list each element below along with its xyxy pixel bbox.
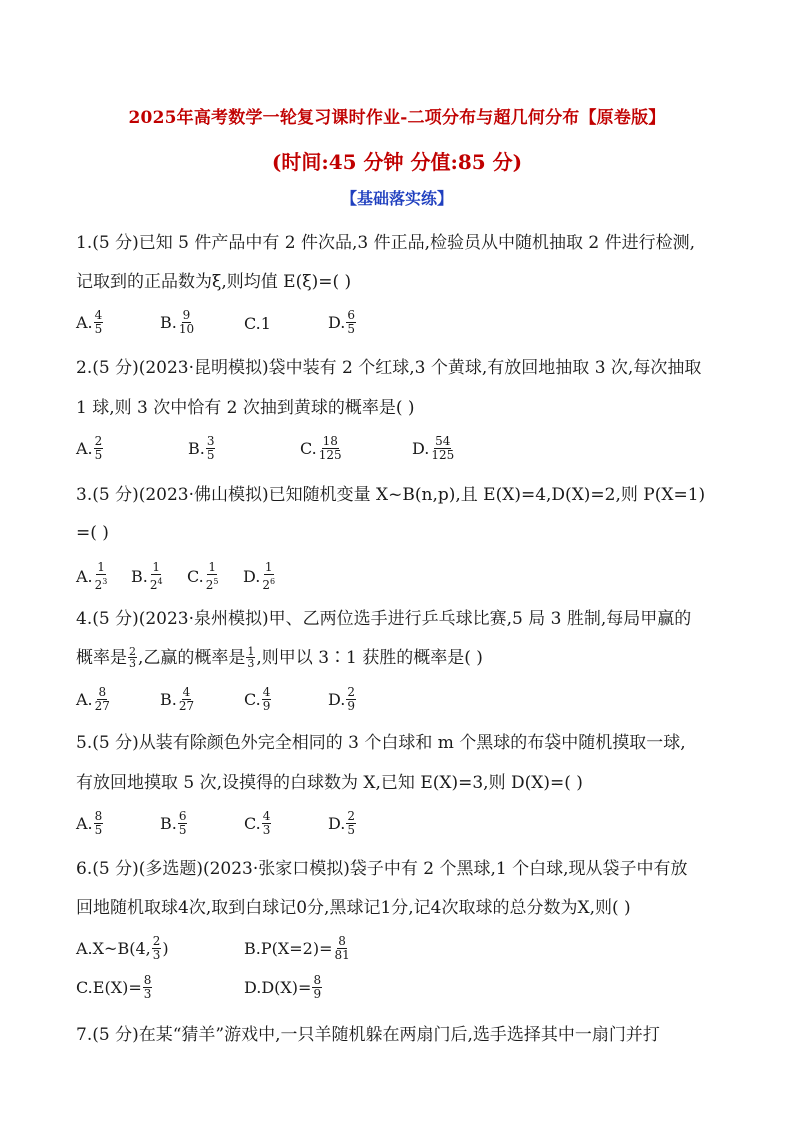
- q3-line-2: =( ): [76, 523, 109, 543]
- q1-option-b: B. $\frac{9}{10}$: [160, 308, 195, 336]
- q6-line-1: 6.(5 分)(多选题)(2023·张家口模拟)袋子中有 2 个黑球,1 个白球,现从袋子中有放: [76, 859, 688, 879]
- q1-option-a: A. $\frac{4}{5}$: [76, 308, 103, 336]
- q1-line-2: 记取到的正品数为ξ,则均值 E(ξ)=( ): [76, 272, 352, 292]
- q1-line-1: 1.(5 分)已知 5 件产品中有 2 件次品,3 件正品,检验员从中随机抽取 2 件进行检测,: [76, 233, 696, 253]
- q5-option-d: D. $\frac{2}{5}$: [328, 809, 355, 837]
- q4-option-d: D. $\frac{2}{9}$: [328, 685, 355, 713]
- q3-line-1: 3.(5 分)(2023·佛山模拟)已知随机变量 X~B(n,p),且 E(X)=4,D(X)=2,则 P(X=1): [76, 485, 706, 505]
- document-title: 2025年高考数学一轮复习课时作业-二项分布与超几何分布【原卷版】: [128, 108, 666, 128]
- q2-option-d: D. $\frac{54}{125}$: [412, 434, 455, 462]
- q4-line-1: 4.(5 分)(2023·泉州模拟)甲、乙两位选手进行乒乓球比赛,5 局 3 胜制,每局甲赢的: [76, 609, 692, 629]
- q2-option-c: C. $\frac{18}{125}$: [300, 434, 342, 462]
- q6-option-c: C. E(X)= $\frac{8}{3}$: [76, 973, 152, 1001]
- q4-option-a: A. $\frac{8}{27}$: [76, 685, 110, 713]
- q4-option-b: B. $\frac{4}{27}$: [160, 685, 195, 713]
- q3-option-b: B. $\frac{1}{2^4}$: [131, 560, 163, 592]
- q1-option-d: D. $\frac{6}{5}$: [328, 308, 355, 336]
- q1-option-c: C. 1: [244, 314, 271, 333]
- q6-line-2: 回地随机取球4次,取到白球记0分,黑球记1分,记4次取球的总分数为X,则( ): [76, 898, 631, 918]
- q7-line-1: 7.(5 分)在某“猜羊”游戏中,一只羊随机躲在两扇门后,选手选择其中一扇门并打: [76, 1025, 660, 1045]
- q5-option-b: B. $\frac{6}{5}$: [160, 809, 187, 837]
- q3-option-a: A. $\frac{1}{2^3}$: [76, 560, 108, 592]
- q4-line-2: 概率是 $\frac{2}{3}$ ,乙赢的概率是 $\frac{1}{3}$ ,则甲以 3∶1 获胜的概率是( ): [76, 645, 483, 670]
- q5-line-1: 5.(5 分)从装有除颜色外完全相同的 3 个白球和 m 个黑球的布袋中随机摸取一球,: [76, 733, 686, 753]
- q3-option-c: C. $\frac{1}{2^5}$: [187, 560, 219, 592]
- q5-line-2: 有放回地摸取 5 次,设摸得的白球数为 X,已知 E(X)=3,则 D(X)=( ): [76, 773, 583, 793]
- q2-line-1: 2.(5 分)(2023·昆明模拟)袋中装有 2 个红球,3 个黄球,有放回地抽取 3 次,每次抽取: [76, 358, 702, 378]
- time-score-line: (时间:45 分钟 分值:85 分): [271, 150, 523, 174]
- q6-option-d: D. D(X)= $\frac{8}{9}$: [244, 973, 322, 1001]
- q2-option-a: A. $\frac{2}{5}$: [76, 434, 103, 462]
- q5-option-c: C. $\frac{4}{3}$: [244, 809, 271, 837]
- q2-line-2: 1 球,则 3 次中恰有 2 次抽到黄球的概率是( ): [76, 398, 415, 418]
- section-heading: 【基础落实练】: [340, 189, 453, 208]
- q5-option-a: A. $\frac{8}{5}$: [76, 809, 103, 837]
- q6-option-b: B. P(X=2)= $\frac{8}{81}$: [244, 934, 350, 962]
- q6-option-a: A. X~B(4, $\frac{2}{3}$ ): [76, 934, 169, 962]
- q3-option-d: D. $\frac{1}{2^6}$: [243, 560, 276, 592]
- q2-option-b: B. $\frac{3}{5}$: [188, 434, 215, 462]
- q4-option-c: C. $\frac{4}{9}$: [244, 685, 271, 713]
